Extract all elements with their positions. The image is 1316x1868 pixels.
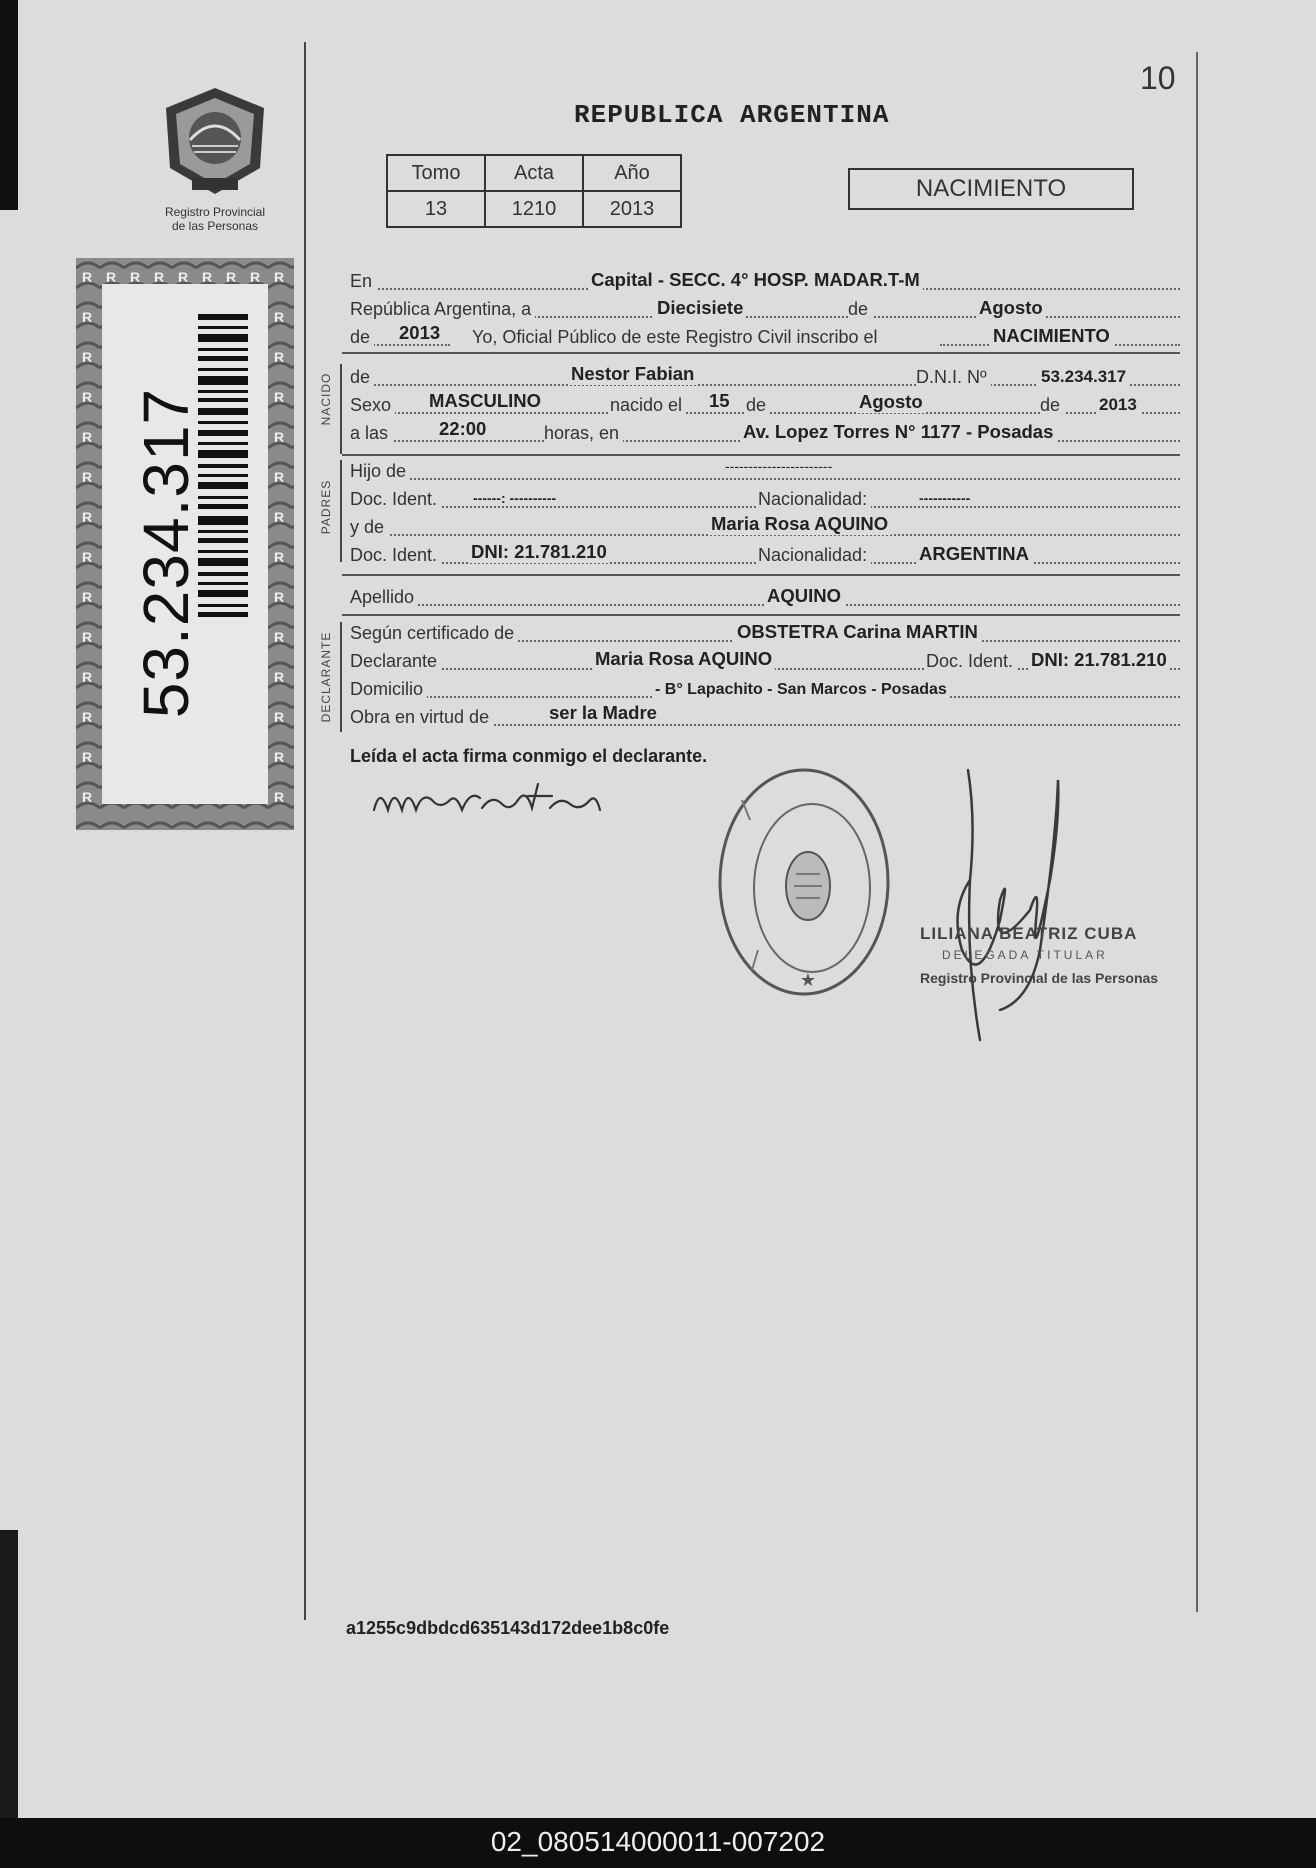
section-label-padres: PADRES xyxy=(319,479,333,535)
field-obra: Obra en virtud de ser la Madre xyxy=(350,704,1180,730)
name-value: Nestor Fabian xyxy=(568,363,697,385)
place-value: Capital - SECC. 4° HOSP. MADAR.T-M xyxy=(588,269,923,291)
birth-time-value: 22:00 xyxy=(436,418,489,440)
surname-value: AQUINO xyxy=(764,585,844,607)
scan-edge xyxy=(0,0,18,210)
birth-day-value: 15 xyxy=(706,390,733,412)
field-declarante: Declarante Maria Rosa AQUINO Doc. Ident. DNI: 21.781.210 xyxy=(350,648,1180,674)
section-label-declarante: DECLARANTE xyxy=(319,631,333,723)
field-doc-father: Doc. Ident. ------: ---------- Nacionalidad: ----------- xyxy=(350,486,1180,512)
field-hora: a las 22:00 horas, en Av. Lopez Torres N° 1177 - Posadas xyxy=(350,420,1180,446)
sex-value: MASCULINO xyxy=(426,390,544,412)
field-nombre: de Nestor Fabian D.N.I. Nº 53.234.317 xyxy=(350,364,1180,390)
certificate-value: OBSTETRA Carina MARTIN xyxy=(734,621,981,643)
field-y-de: y de Maria Rosa AQUINO xyxy=(350,514,1180,540)
nacido-bracket xyxy=(340,364,342,454)
father-value: ----------------------- xyxy=(722,458,835,474)
father-doc-value: ------: ---------- xyxy=(470,490,559,506)
record-table xyxy=(386,154,682,228)
acting-as-value: ser la Madre xyxy=(546,702,660,724)
birth-year-value: 2013 xyxy=(1096,395,1140,415)
record-type-box: NACIMIENTO xyxy=(848,168,1134,210)
field-apellido: Apellido AQUINO xyxy=(350,584,1180,610)
table-cell: 1210 xyxy=(485,191,583,227)
dni-number: 53.234.317 xyxy=(130,387,202,719)
mother-nationality-value: ARGENTINA xyxy=(916,543,1032,565)
page-number: 10 xyxy=(1140,60,1176,96)
scan-edge xyxy=(0,1530,18,1818)
year-value: 2013 xyxy=(396,322,443,344)
document-hash: a1255c9dbdcd635143d172dee1b8c0fe xyxy=(346,1618,670,1638)
seal-emblem-icon xyxy=(150,82,280,200)
month-value: Agosto xyxy=(976,297,1046,319)
section-label-nacido: NACIDO xyxy=(319,372,333,426)
declarant-doc-value: DNI: 21.781.210 xyxy=(1028,649,1170,671)
table-header: Tomo xyxy=(387,155,485,191)
closing-statement: Leída el acta firma conmigo el declarante. xyxy=(350,746,708,766)
declarante-bracket xyxy=(340,622,342,732)
mother-doc-value: DNI: 21.781.210 xyxy=(468,541,610,563)
table-cell: 13 xyxy=(387,191,485,227)
table-header: Año xyxy=(583,155,681,191)
footer-bar xyxy=(0,1818,1316,1868)
footer-id: 02_080514000011-007202 xyxy=(490,1826,826,1857)
padres-bracket xyxy=(340,460,342,562)
seal-caption: Registro Provincial xyxy=(164,205,266,219)
day-text-value: Diecisiete xyxy=(654,297,746,319)
registry-stamp xyxy=(712,760,902,1010)
dni-card xyxy=(76,258,294,830)
field-certificado: Según certificado de OBSTETRA Carina MARTIN xyxy=(350,620,1180,646)
left-margin-line xyxy=(304,42,306,1620)
right-margin-line xyxy=(1196,52,1198,1612)
declarant-signature xyxy=(370,770,610,830)
address-value: - B° Lapachito - San Marcos - Posadas xyxy=(652,681,950,699)
official-signature xyxy=(940,760,1100,1060)
dni-value: 53.234.317 xyxy=(1038,367,1129,387)
page-title: REPUBLICA ARGENTINA xyxy=(574,100,890,130)
father-nationality-value: ----------- xyxy=(916,490,973,506)
seal-caption: de las Personas xyxy=(171,219,259,233)
field-en: En Capital - SECC. 4° HOSP. MADAR.T-M xyxy=(350,268,1180,294)
table-header: Acta xyxy=(485,155,583,191)
declarant-value: Maria Rosa AQUINO xyxy=(592,648,775,670)
mother-value: Maria Rosa AQUINO xyxy=(708,513,891,535)
svg-text:★: ★ xyxy=(799,970,817,990)
birth-place-value: Av. Lopez Torres N° 1177 - Posadas xyxy=(740,421,1056,443)
official-name: LILIANA BEATRIZ CUBA xyxy=(920,924,1138,943)
official-office: Registro Provincial de las Personas xyxy=(920,970,1159,986)
field-hijo-de: Hijo de ----------------------- xyxy=(350,458,1180,484)
provincial-seal xyxy=(150,82,280,233)
field-year-line: de 2013 Yo, Oficial Público de este Registro Civil inscribo el NACIMIENTO xyxy=(350,324,1180,350)
record-kind-value: NACIMIENTO xyxy=(990,325,1113,347)
table-cell: 2013 xyxy=(583,191,681,227)
birth-month-value: Agosto xyxy=(856,391,926,413)
field-sexo: Sexo MASCULINO nacido el 15 de Agosto de 2013 xyxy=(350,392,1180,418)
field-doc-mother: Doc. Ident. DNI: 21.781.210 Nacionalidad: ARGENTINA xyxy=(350,542,1180,568)
official-role: DELEGADA TITULAR xyxy=(942,948,1108,962)
field-republica: República Argentina, a Diecisiete de Agosto xyxy=(350,296,1180,322)
field-domicilio: Domicilio - B° Lapachito - San Marcos - Posadas xyxy=(350,676,1180,702)
